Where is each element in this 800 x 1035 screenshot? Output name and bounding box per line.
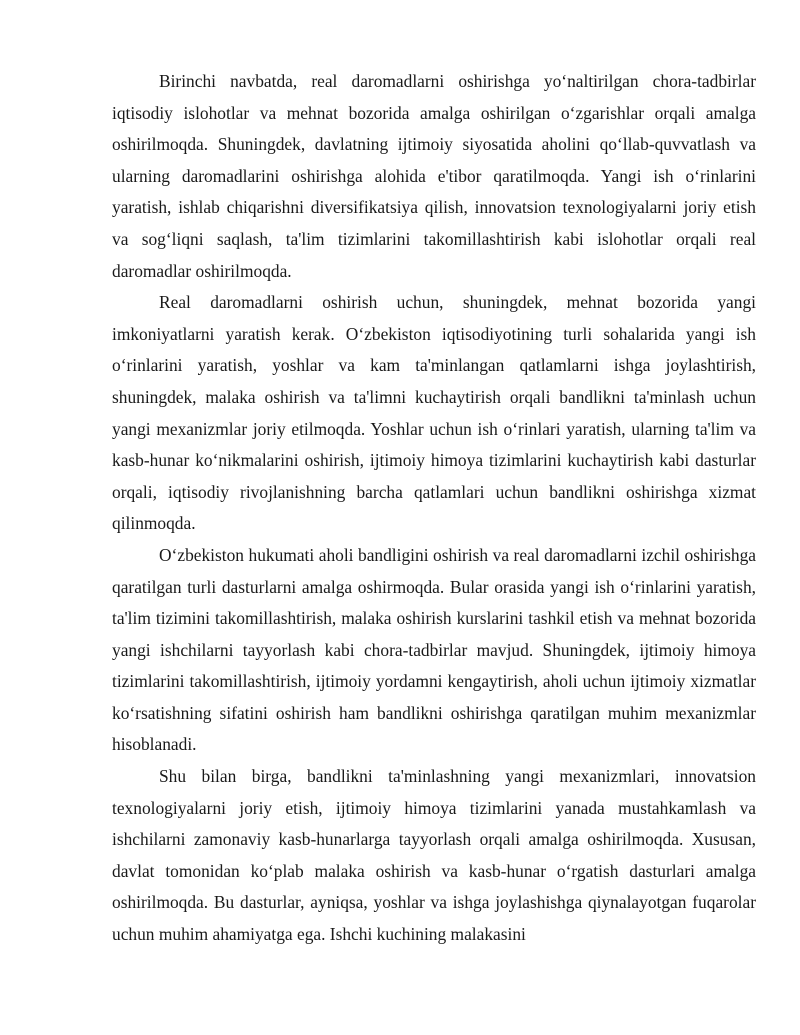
- paragraph-2: Real daromadlarni oshirish uchun, shuningdek, mehnat bozorida yangi imkoniyatlarni yaratish kerak. O‘zbekiston iqtisodiyotining turli sohalarida yangi ish o‘rinlarini yaratish, yoshlar va kam ta'minlangan qatlamlarni ishga joylashtirish, shuningdek, malaka oshirish va ta'limni kuchaytirish orqali bandlikni ta'minlash uchun yangi mexanizmlar joriy etilmoqda. Yoshlar uchun ish o‘rinlari yaratish, ularning ta'lim va kasb-hunar ko‘nikmalarini oshirish, ijtimoiy himoya tizimlarini kuchaytirish kabi dasturlar orqali, iqtisodiy rivojlanishning barcha qatlamlari uchun bandlikni oshirishga xizmat qilinmoqda.: [112, 292, 756, 534]
- paragraph-3: O‘zbekiston hukumati aholi bandligini oshirish va real daromadlarni izchil oshirishga qaratilgan turli dasturlarni amalga oshirmoqda. Bular orasida yangi ish o‘rinlarini yaratish, ta'lim tizimini takomillashtirish, malaka oshirish kurslarini tashkil etish va mehnat bozorida yangi ishchilarni tayyorlash kabi chora-tadbirlar mavjud. Shuningdek, ijtimoiy himoya tizimlarini takomillashtirish, ijtimoiy yordamni kengaytirish, aholi uchun ijtimoiy xizmatlar ko‘rsatishning sifatini oshirish ham bandlikni oshirishga qaratilgan muhim mexanizmlar hisoblanadi.: [112, 544, 756, 755]
- document-page: [112, 66, 756, 951]
- paragraph-1: Birinchi navbatda, real daromadlarni oshirishga yo‘naltirilgan chora-tadbirlar iqtisodiy islohotlar va mehnat bozorida amalga oshirilgan o‘zgarishlar orqali amalga oshirilmoqda. Shuningdek, davlatning ijtimoiy siyosatida aholini qo‘llab-quvvatlash va ularning daromadlarini oshirishga alohida e'tibor qaratilmoqda. Yangi ish o‘rinlarini yaratish, ishlab chiqarishni diversifikatsiya qilish, innovatsion texnologiyalarni joriy etish va sog‘liqni saqlash, ta'lim tizimlarini takomillashtirish kabi islohotlar orqali real daromadlar oshirilmoqda.: [112, 71, 756, 281]
- paragraph-4: Shu bilan birga, bandlikni ta'minlashning yangi mexanizmlari, innovatsion texnologiyalarni joriy etish, ijtimoiy himoya tizimlarini yanada mustahkamlash va ishchilarni zamonaviy kasb-hunarlarga tayyorlash orqali amalga oshirilmoqda. Xususan, davlat tomonidan ko‘plab malaka oshirish va kasb-hunar o‘rgatish dasturlari amalga oshirilmoqda. Bu dasturlar, ayniqsa, yoshlar va ishga joylashishga qiynalayotgan fuqarolar uchun muhim ahamiyatga ega. Ishchi kuchining malakasini: [112, 766, 756, 945]
